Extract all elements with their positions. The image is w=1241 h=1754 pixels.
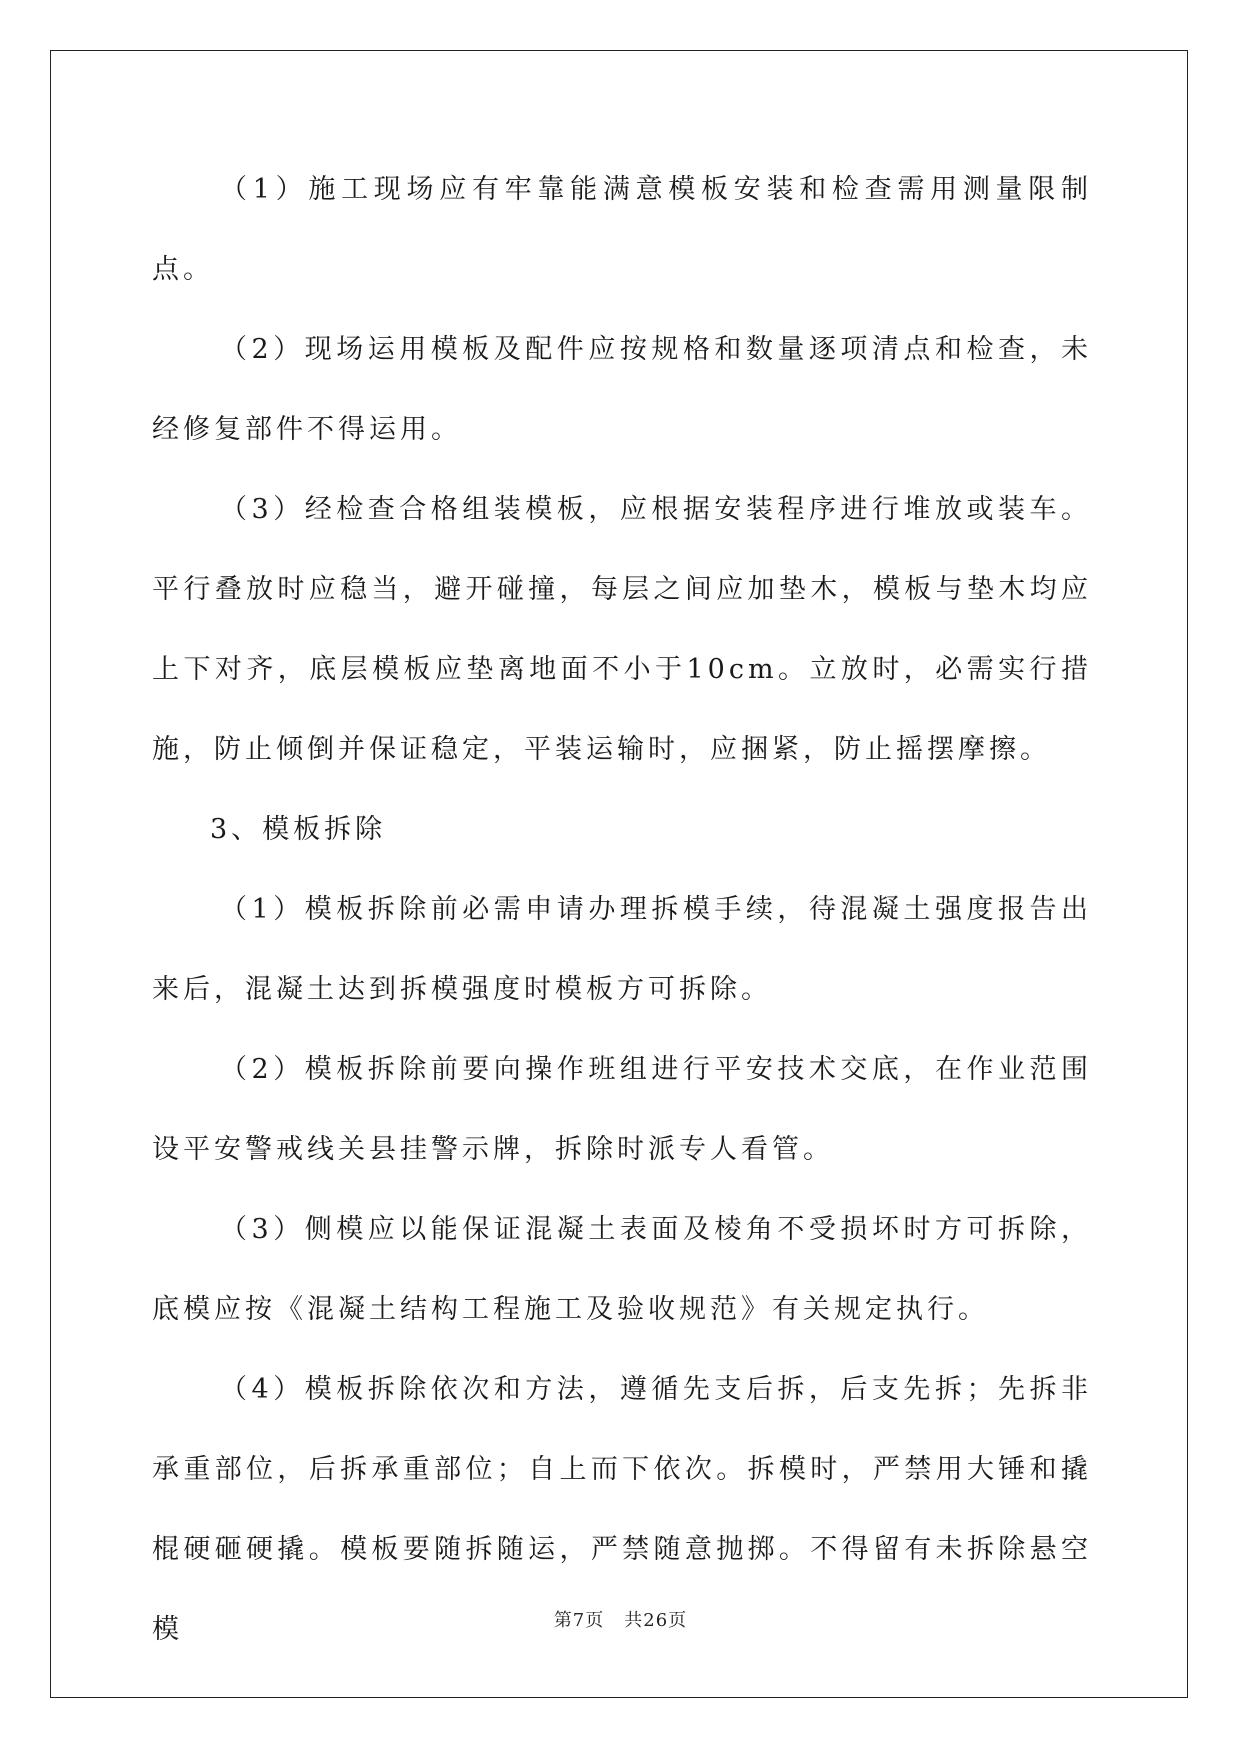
paragraph-2: （2）现场运用模板及配件应按规格和数量逐项清点和检查，未经修复部件不得运用。	[152, 334, 1092, 445]
paragraph-6: （3）侧模应以能保证混凝土表面及棱角不受损坏时方可拆除，底模应按《混凝土结构工程施工及验收规范》有关规定执行。	[152, 1214, 1092, 1325]
document-body	[152, 150, 1092, 1670]
page-number: 第7页	[553, 1610, 605, 1631]
section-heading: 3、模板拆除	[210, 814, 387, 845]
paragraph-7: （4）模板拆除依次和方法，遵循先支后拆，后支先拆；先拆非承重部位，后拆承重部位；自上而下依次。拆模时，严禁用大锤和撬棍硬砸硬撬。模板要随拆随运，严禁随意抛掷。不得留有未拆除悬空模	[152, 1374, 1092, 1645]
paragraph-4: （1）模板拆除前必需申请办理拆模手续，待混凝土强度报告出来后，混凝土达到拆模强度时模板方可拆除。	[152, 894, 1092, 1005]
paragraph-5: （2）模板拆除前要向操作班组进行平安技术交底，在作业范围设平安警戒线关县挂警示牌，拆除时派专人看管。	[152, 1054, 1092, 1165]
page-footer	[0, 1606, 1241, 1632]
paragraph-3: （3）经检查合格组装模板，应根据安装程序进行堆放或装车。平行叠放时应稳当，避开碰撞，每层之间应加垫木，模板与垫木均应上下对齐，底层模板应垫离地面不小于10cm。立放时，必需实行措施，防止倾倒并保证稳定，平装运输时，应捆紧，防止摇摆摩擦。	[152, 494, 1092, 765]
paragraph-1: （1）施工现场应有牢靠能满意模板安装和检查需用测量限制点。	[152, 174, 1092, 285]
page-total: 共26页	[624, 1610, 688, 1631]
